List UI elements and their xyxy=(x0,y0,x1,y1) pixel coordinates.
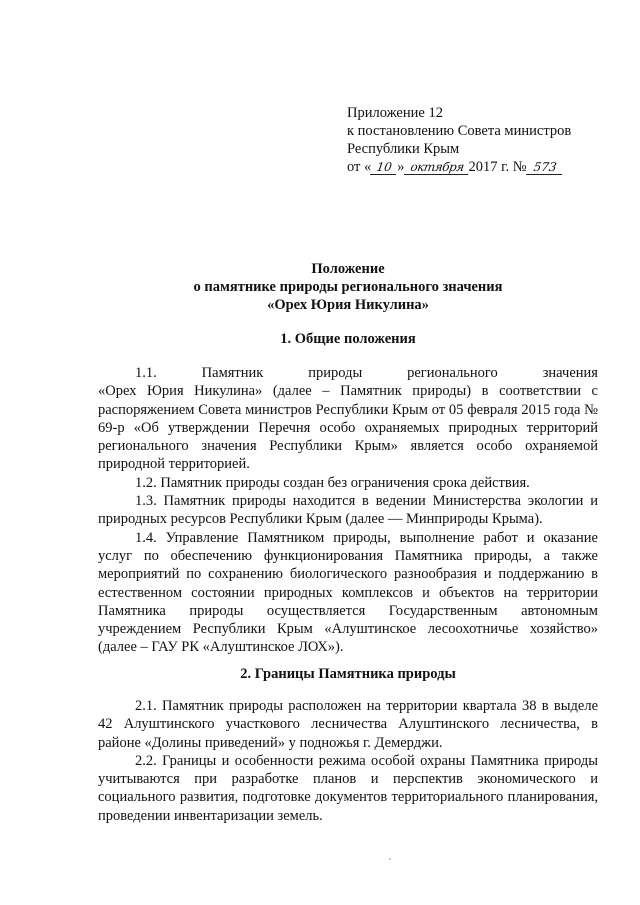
date-year: 2017 г. № xyxy=(468,159,527,175)
handwritten-number: 573 xyxy=(526,161,564,175)
appendix-header xyxy=(347,104,607,176)
document-title xyxy=(98,260,598,314)
paragraph-1-3: 1.3. Памятник природы находится в ведении Министерства экологии и природных ресурсов Республики Крым (далее — Минприроды Крыма). xyxy=(98,493,598,528)
paragraph-2-1: 2.1. Памятник природы расположен на территории квартала 38 в выделе 42 Алуштинского участкового лесничества Алуштинского лесничества, в районе «Долины приведений» у подножья г. Демерджи. xyxy=(98,698,598,751)
p11-word-2: Памятник xyxy=(201,365,264,381)
paragraph-1-1-first-line xyxy=(98,364,598,382)
paragraph-1-1 xyxy=(98,364,598,474)
date-prefix: от « xyxy=(347,159,372,175)
p11-word-1: 1.1. xyxy=(135,365,157,381)
p11-word-4: регионального xyxy=(407,365,498,381)
title-line-1: Положение xyxy=(311,261,385,277)
date-mid: » xyxy=(397,159,405,175)
appendix-date-line xyxy=(347,158,607,176)
section-1-heading: 1. Общие положения xyxy=(280,331,416,347)
appendix-line-1: Приложение 12 xyxy=(347,105,443,121)
section-2-heading: 2. Границы Памятника природы xyxy=(240,666,456,682)
appendix-line-2: к постановлению Совета министров xyxy=(347,123,572,139)
paragraph-2-2: 2.2. Границы и особенности режима особой охраны Памятника природы учитываются при разработке планов и перспектив экономического и социального развития, подготовке документов территориального планирования, проведении инвентаризации земель. xyxy=(98,752,598,824)
title-line-2: о памятнике природы регионального значения xyxy=(193,279,503,295)
p11-word-3: природы xyxy=(308,365,363,381)
appendix-line-3: Республики Крым xyxy=(347,141,460,157)
paragraph-1-4: 1.4. Управление Памятником природы, выполнение работ и оказание услуг по обеспечению функционирования Памятника природы, а также мероприятий по сохранению биологического разнообразия и поддержанию в естественном состоянии природных комплексов и объектов на территории Памятника природы осуществляется Государственным автономным учреждением Республики Крым «Алуштинское лесоохотничье хозяйство» (далее – ГАУ РК «Алуштинское ЛОХ»). xyxy=(98,529,598,656)
p11-word-5: значения xyxy=(542,365,598,381)
paragraph-1-1-rest: «Орех Юрия Никулина» (далее – Памятник природы) в соответствии с распоряжением Совета министров Республики Крым от 05 февраля 2015 года № 69-р «Об утверждении Перечня особо охраняемых природных территорий регионального значения Республики Крым» является особо охраняемой природной территорией. xyxy=(98,383,598,473)
title-line-3: «Орех Юрия Никулина» xyxy=(267,297,429,313)
handwritten-month: октября xyxy=(404,161,470,175)
scan-speck xyxy=(389,858,391,860)
section-2-body xyxy=(98,697,598,825)
handwritten-day: 10 xyxy=(370,161,398,175)
paragraph-1-2: 1.2. Памятник природы создан без ограничения срока действия. xyxy=(135,474,530,491)
section-1-body xyxy=(98,364,598,657)
